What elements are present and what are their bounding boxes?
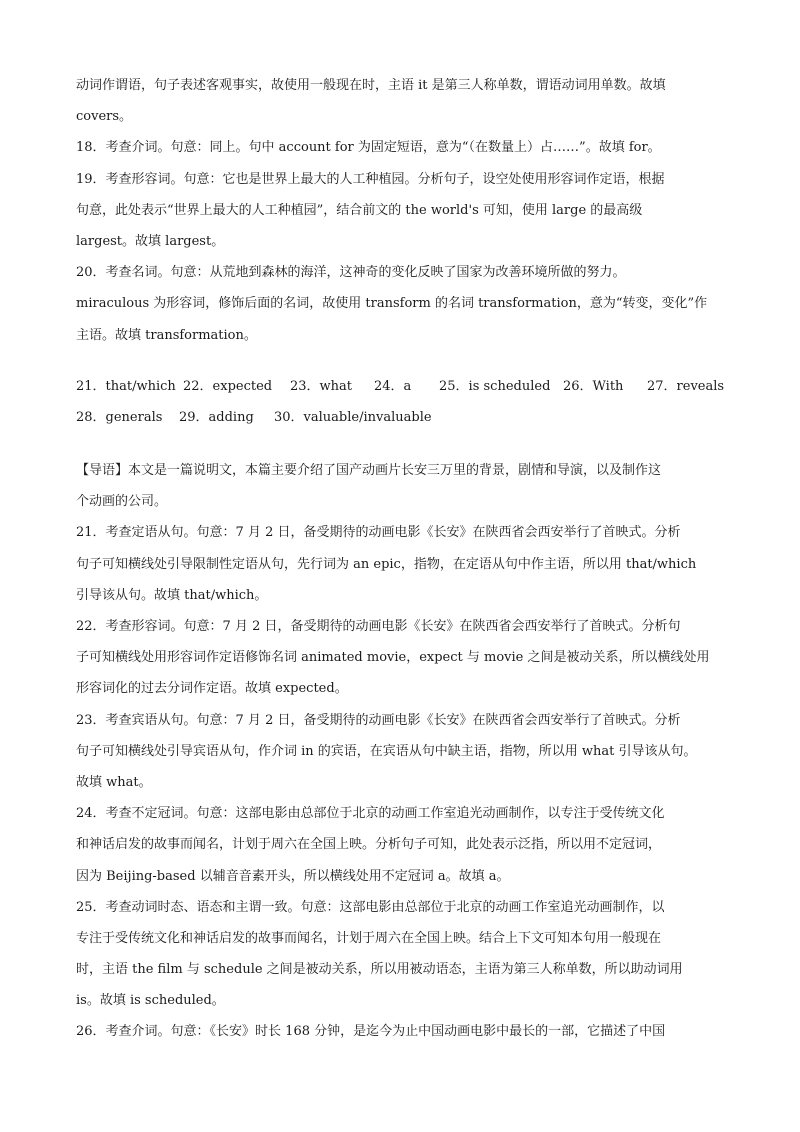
text-line: 句子可知横线处引导限制性定语从句，先行词为 an epic，指物，在定语从句中作主语，所以用 that/which bbox=[76, 556, 697, 572]
text-line: 19．考查形容词。句意：它也是世界上最大的人工种植园。分析句子，设空处使用形容词作定语，根据 bbox=[76, 171, 665, 187]
text-line: 21．考查定语从句。句意：7 月 2 日，备受期待的动画电影《长安》在陕西省会西安举行了首映式。分析 bbox=[76, 525, 681, 541]
answer-item: 24．a bbox=[374, 378, 412, 394]
text-line: 23．考查宾语从句。句意：7 月 2 日，备受期待的动画电影《长安》在陕西省会西安举行了首映式。分析 bbox=[76, 712, 681, 728]
answer-key bbox=[76, 371, 731, 433]
text-line: 句意，此处表示“世界上最大的人工种植园”，结合前文的 the world's 可知，使用 large 的最高级 bbox=[76, 202, 643, 218]
answer-row bbox=[76, 371, 731, 402]
document-page bbox=[76, 70, 731, 1048]
answer-item: 27．reveals bbox=[647, 378, 725, 394]
answer-item: 28．generals bbox=[76, 409, 163, 425]
text-line: 因为 Beijing-based 以辅音音素开头，所以横线处用不定冠词 a。故填 a。 bbox=[76, 868, 510, 884]
text-line: 动词作谓语，句子表述客观事实，故使用一般现在时，主语 it 是第三人称单数，谓语动词用单数。故填 bbox=[76, 78, 666, 93]
text-line: 【导语】本文是一篇说明文，本篇主要介绍了国产动画片长安三万里的背景，剧情和导演，以及制作这 bbox=[76, 463, 662, 479]
text-line: 26．考查介词。句意：《长安》时长 168 分钟，是迄今为止中国动画电影中最长的一部，它描述了中国 bbox=[76, 1024, 666, 1040]
answer-row bbox=[76, 402, 731, 433]
explanation-block-21-26 bbox=[76, 455, 731, 1048]
text-line: 和神话启发的故事而闻名，计划于周六在全国上映。分析句子可知，此处表示泛指，所以用不定冠词， bbox=[76, 837, 662, 853]
text-line: 22．考查形容词。句意：7 月 2 日，备受期待的动画电影《长安》在陕西省会西安举行了首映式。分析句 bbox=[76, 619, 681, 634]
explanation-block-17-20 bbox=[76, 70, 731, 351]
text-line: 主语。故填 transformation。 bbox=[76, 327, 257, 343]
spacer bbox=[76, 351, 731, 371]
answer-item: 26．With bbox=[563, 378, 624, 394]
spacer bbox=[76, 433, 731, 455]
text-line: 故填 what。 bbox=[76, 774, 152, 790]
text-line: 引导该从句。故填 that/which。 bbox=[76, 587, 268, 603]
answer-item: 30．valuable/invaluable bbox=[274, 409, 432, 425]
text-line: 专注于受传统文化和神话启发的故事而闻名，计划于周六在全国上映。结合上下文可知本句用一般现在 bbox=[76, 930, 662, 946]
text-line: 25．考查动词时态、语态和主谓一致。句意：这部电影由总部位于北京的动画工作室追光动画制作，以 bbox=[76, 899, 665, 915]
text-line: covers。 bbox=[76, 109, 133, 125]
text-line: 20．考查名词。句意：从荒地到森林的海洋，这神奇的变化反映了国家为改善环境所做的努力。 bbox=[76, 265, 626, 281]
text-line: 形容词化的过去分词作定语。故填 expected。 bbox=[76, 681, 348, 697]
text-line: largest。故填 largest。 bbox=[76, 233, 225, 249]
text-line: 句子可知横线处引导宾语从句，作介词 in 的宾语，在宾语从句中缺主语，指物，所以用 what 引导该从句。 bbox=[76, 743, 697, 759]
text-line: 18．考查介词。句意：同上。句中 account for 为固定短语，意为“（在数量上）占……”。故填 for。 bbox=[76, 140, 661, 156]
answer-item: 22．expected bbox=[183, 378, 273, 394]
answer-item: 25．is scheduled bbox=[439, 378, 551, 394]
answer-item: 23．what bbox=[290, 378, 353, 394]
answer-item: 29．adding bbox=[179, 409, 254, 425]
text-line: 个动画的公司。 bbox=[76, 494, 168, 510]
text-line: 24．考查不定冠词。句意：这部电影由总部位于北京的动画工作室追光动画制作，以专注于受传统文化 bbox=[76, 806, 665, 822]
text-line: is。故填 is scheduled。 bbox=[76, 993, 225, 1009]
text-line: miraculous 为形容词，修饰后面的名词，故使用 transform 的名词 transformation，意为“转变，变化”作 bbox=[76, 296, 708, 312]
text-line: 时，主语 the film 与 schedule 之间是被动关系，所以用被动语态，主语为第三人称单数，所以助动词用 bbox=[76, 962, 683, 978]
text-line: 子可知横线处用形容词作定语修饰名词 animated movie，expect 与 movie 之间是被动关系，所以横线处用 bbox=[76, 650, 710, 666]
answer-item: 21．that/which bbox=[76, 378, 176, 394]
